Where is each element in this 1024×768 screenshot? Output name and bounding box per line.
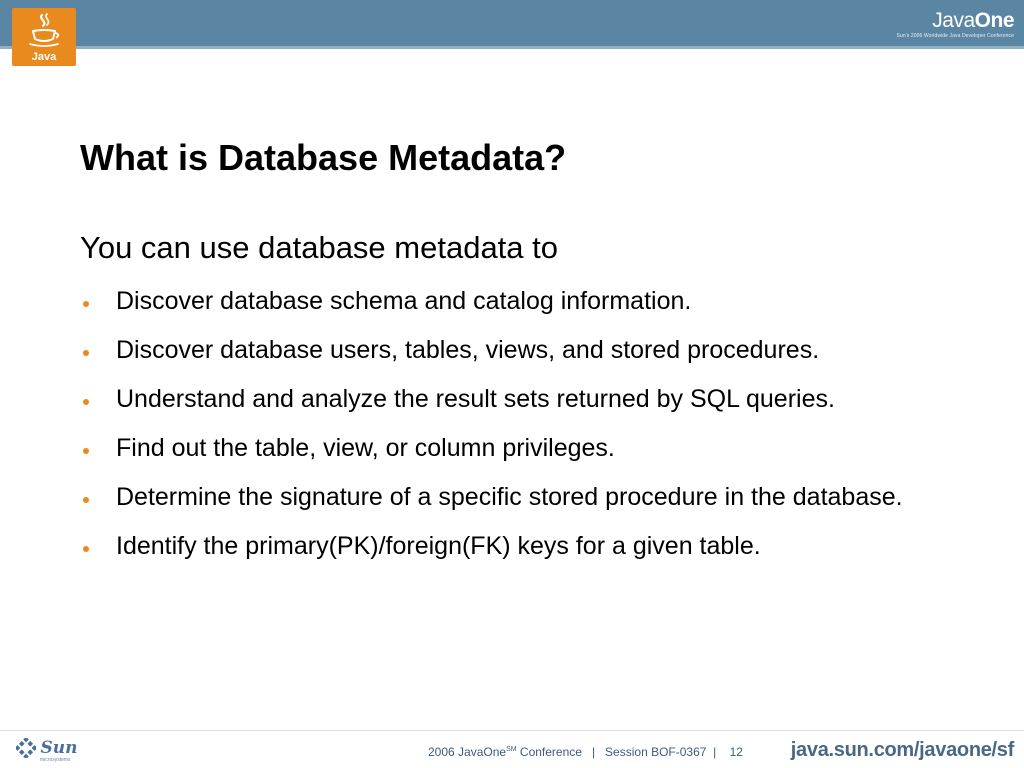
- javaone-logo-tagline: Sun's 2006 Worldwide Java Developer Conference: [896, 33, 1014, 39]
- bullet-text: Understand and analyze the result sets returned by SQL queries.: [116, 385, 835, 413]
- bullet-text: Discover database schema and catalog information.: [116, 287, 692, 315]
- javaone-logo-java: Java: [932, 9, 975, 32]
- slide-title: What is Database Metadata?: [80, 137, 567, 178]
- sun-logo-text: Sun: [40, 738, 78, 758]
- bullet-text: Determine the signature of a specific stored procedure in the database.: [116, 483, 903, 511]
- footer-divider: [0, 730, 1024, 731]
- footer-conference-sup: SM: [506, 746, 517, 753]
- bullet-item: [80, 286, 980, 317]
- slide-intro: You can use database metadata to: [80, 230, 559, 265]
- header-divider: [0, 46, 1024, 49]
- bullet-text: Discover database users, tables, views, and stored procedures.: [116, 336, 820, 364]
- bullet-dot-icon: [83, 301, 89, 307]
- java-coffee-cup-icon: [12, 8, 76, 52]
- footer-conference-info: [428, 745, 743, 759]
- bullet-dot-icon: [83, 546, 89, 552]
- sun-logo: [16, 738, 78, 763]
- header-bar: [0, 0, 1024, 46]
- bullet-dot-icon: [83, 399, 89, 405]
- bullet-dot-icon: [83, 448, 89, 454]
- java-logo-text: Java: [31, 51, 57, 63]
- bullet-text: Identify the primary(PK)/foreign(FK) keys for a given table.: [116, 532, 761, 560]
- bullet-dot-icon: [83, 350, 89, 356]
- javaone-logo: [897, 9, 1014, 39]
- bullet-item: [80, 482, 980, 513]
- bullet-dot-icon: [83, 497, 89, 503]
- javaone-logo-one: One: [974, 9, 1014, 32]
- java-logo: [12, 8, 76, 66]
- bullet-item: [80, 384, 980, 415]
- footer-conference-prefix: 2006 JavaOne: [428, 745, 507, 759]
- bullet-item: [80, 335, 980, 366]
- footer-url: java.sun.com/javaone/sf: [790, 739, 1014, 761]
- javaone-logo-name: [897, 9, 1014, 33]
- bullet-list: [80, 286, 980, 580]
- sun-logo-subtext: microsystems: [40, 757, 71, 763]
- footer-conference-suffix: Conference | Session BOF-0367 | 12: [516, 745, 743, 759]
- sun-logo-icon: [16, 738, 36, 758]
- bullet-item: [80, 531, 980, 562]
- bullet-item: [80, 433, 980, 464]
- bullet-text: Find out the table, view, or column privileges.: [116, 434, 615, 462]
